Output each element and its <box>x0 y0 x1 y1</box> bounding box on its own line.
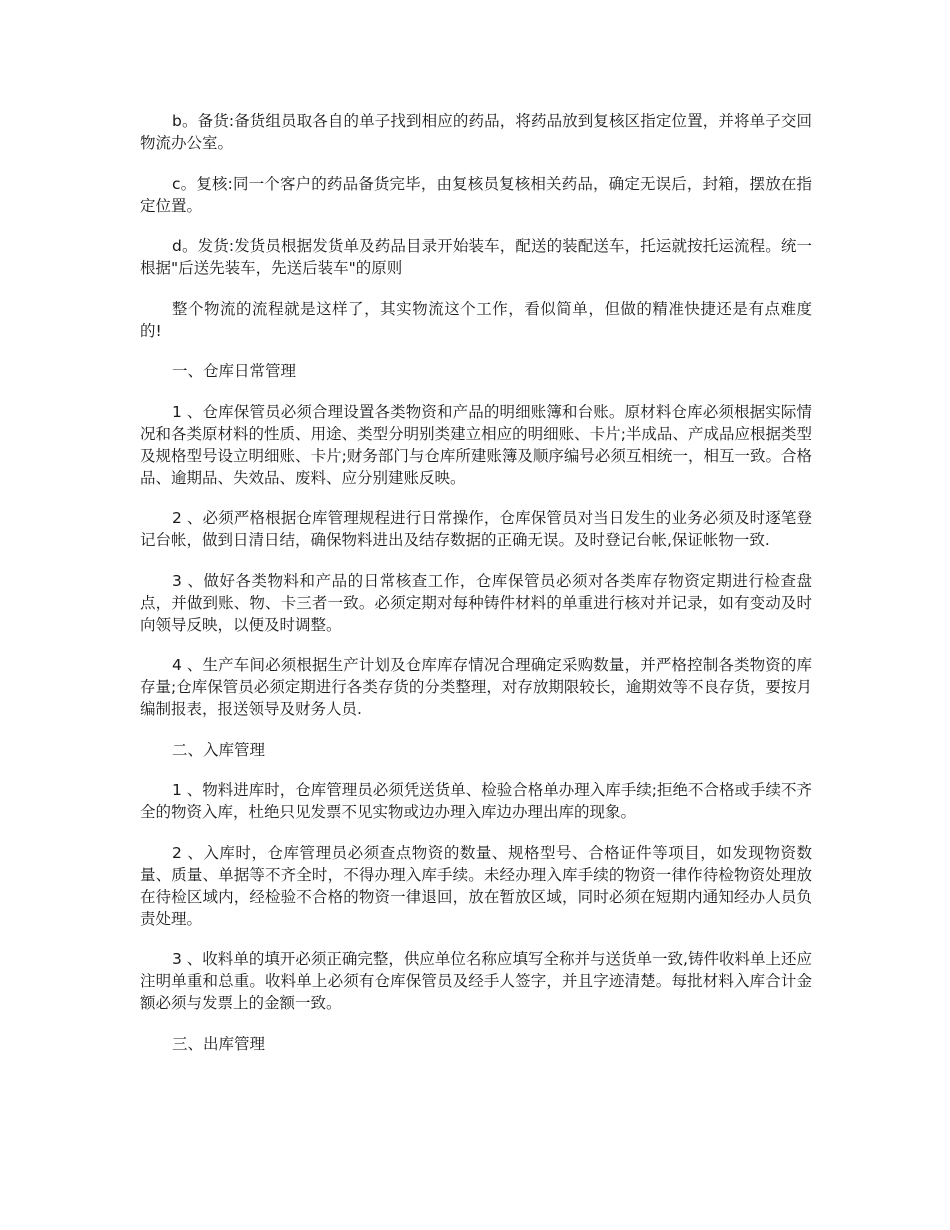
paragraph-daily-1: 1 、仓库保管员必须合理设置各类物资和产品的明细账簿和台账。原材料仓库必须根据实际情况和各类原材料的性质、用途、类型分明别类建立相应的明细账、卡片;半成品、产成品应根据类型及规格型号设立明细账、卡片;财务部门与仓库所建账簿及顺序编号必须互相统一，相互一致。合格品、逾期品、失效品、废料、应分别建账反映。 <box>140 402 812 487</box>
paragraph-c-review: c。复核:同一个客户的药品备货完毕，由复核员复核相关药品，确定无误后，封箱，摆放在指定位置。 <box>140 174 812 215</box>
section-heading-inbound-management: 二、入库管理 <box>172 740 266 759</box>
paragraph-inbound-3: 3 、收料单的填开必须正确完整，供应单位名称应填写全称并与送货单一致,铸件收料单上还应注明单重和总重。收料单上必须有仓库保管员及经手人签字，并且字迹清楚。每批材料入库合计金额必须与发票上的金额一致。 <box>140 950 812 1012</box>
paragraph-daily-4: 4 、生产车间必须根据生产计划及仓库库存情况合理确定采购数量，并严格控制各类物资的库存量;仓库保管员必须定期进行各类存货的分类整理，对存放期限较长，逾期效等不良存货，要按月编制报表，报送领导及财务人员. <box>140 656 812 718</box>
paragraph-summary: 整个物流的流程就是这样了，其实物流这个工作，看似简单，但做的精准快捷还是有点难度的! <box>140 299 812 340</box>
paragraph-b-stocking: b。备货:备货组员取各自的单子找到相应的药品，将药品放到复核区指定位置，并将单子交回物流办公室。 <box>140 112 812 152</box>
paragraph-d-shipping: d。发货:发货员根据发货单及药品目录开始装车，配送的装配送车，托运就按托运流程。统一根据"后送先装车，先送后装车"的原则 <box>140 237 812 277</box>
paragraph-inbound-1: 1 、物料进库时，仓库管理员必须凭送货单、检验合格单办理入库手续;拒绝不合格或手续不齐全的物资入库，杜绝只见发票不见实物或边办理入库边办理出库的现象。 <box>140 781 813 821</box>
paragraph-inbound-2: 2 、入库时，仓库管理员必须查点物资的数量、规格型号、合格证件等项目，如发现物资数量、质量、单据等不齐全时，不得办理入库手续。未经办理入库手续的物资一律作待检物资处理放在待检区域内，经检验不合格的物资一律退回，放在暂放区域，同时必须在短期内通知经办人员负责处理。 <box>140 843 812 928</box>
section-heading-outbound-management: 三、出库管理 <box>172 1034 266 1053</box>
paragraph-daily-2: 2 、必须严格根据仓库管理规程进行日常操作，仓库保管员对当日发生的业务必须及时逐笔登记台帐，做到日清日结，确保物料进出及结存数据的正确无误。及时登记台帐,保证帐物一致. <box>140 509 812 549</box>
paragraph-daily-3: 3 、做好各类物料和产品的日常核查工作，仓库保管员必须对各类库存物资定期进行检查盘点，并做到账、物、卡三者一致。必须定期对每种铸件材料的单重进行核对并记录，如有变动及时向领导反映，以便及时调整。 <box>140 571 812 634</box>
section-heading-daily-management: 一、仓库日常管理 <box>172 362 297 380</box>
document-body <box>140 110 812 1073</box>
